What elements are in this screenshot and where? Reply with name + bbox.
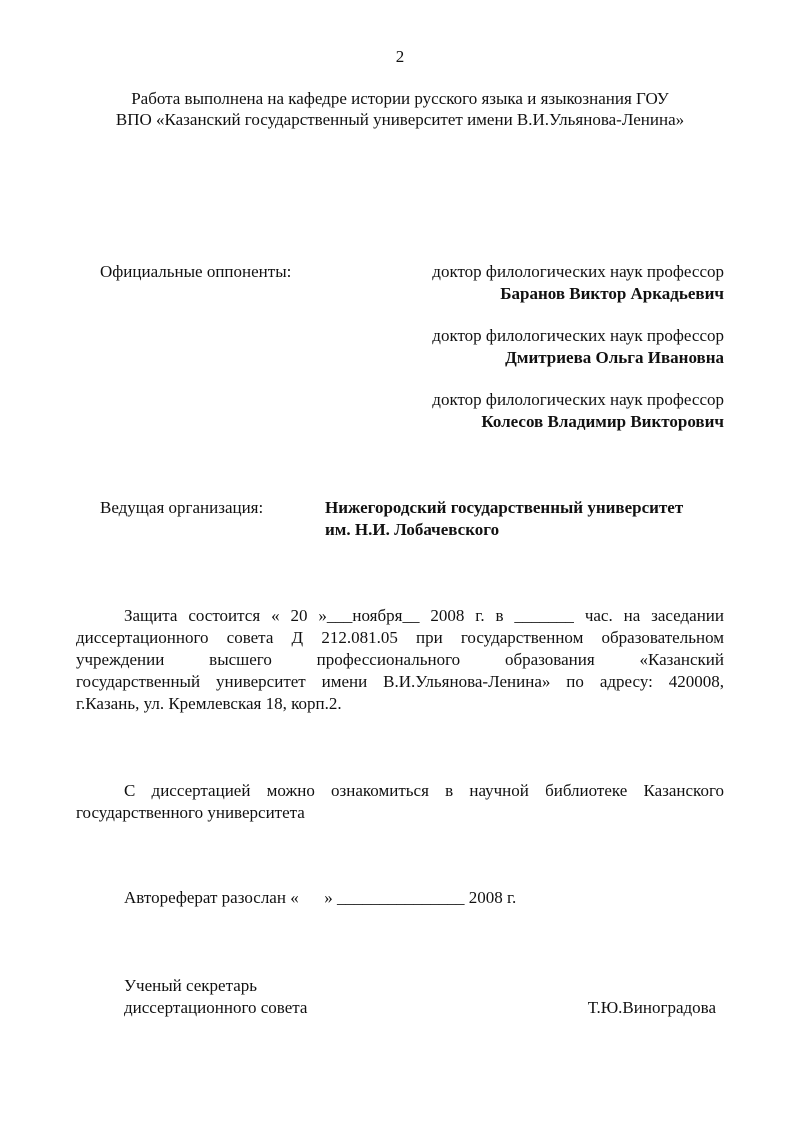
defense-line-3: учреждении высшего профессионального образования «Казанский [76,650,724,669]
header-line-1: Работа выполнена на кафедре истории русского языка и языкознания ГОУ [131,89,669,108]
defense-line-4: государственный университет имени В.И.Ульянова-Ленина» по адресу: 420008, [76,672,724,691]
leading-org-name-line-2: им. Н.И. Лобачевского [325,520,500,539]
opponent-2-title: доктор филологических наук профессор [432,326,724,345]
opponent-1-title: доктор филологических наук профессор [432,262,724,281]
leading-org-name-line-1: Нижегородский государственный университет [325,498,684,517]
opponent-3-name: Колесов Владимир Викторович [481,412,724,431]
secretary-label-line-2: диссертационного совета [124,998,308,1017]
defense-line-1: Защита состоится « 20 »___ноября__ 2008 г. в _______ час. на заседании [124,606,724,625]
library-line-2: государственного университета [76,803,305,822]
opponent-2-name: Дмитриева Ольга Ивановна [505,348,724,367]
opponent-3-title: доктор филологических наук профессор [432,390,724,409]
leading-org-label: Ведущая организация: [100,498,264,517]
opponents-label: Официальные оппоненты: [100,262,292,281]
defense-line-2: диссертационного совета Д 212.081.05 при государственном образовательном [76,628,724,647]
opponent-1-name: Баранов Виктор Аркадьевич [500,284,724,303]
autoreferat-line: Автореферат разослан « » _______________ 2008 г. [124,888,517,907]
library-line-1: С диссертацией можно ознакомиться в научной библиотеке Казанского [124,781,724,800]
secretary-label-line-1: Ученый секретарь [124,976,258,995]
defense-line-5: г.Казань, ул. Кремлевская 18, корп.2. [76,694,342,713]
secretary-name: Т.Ю.Виноградова [587,998,716,1017]
header-line-2: ВПО «Казанский государственный университет имени В.И.Ульянова-Ленина» [115,110,685,129]
page-number: 2 [395,47,405,66]
